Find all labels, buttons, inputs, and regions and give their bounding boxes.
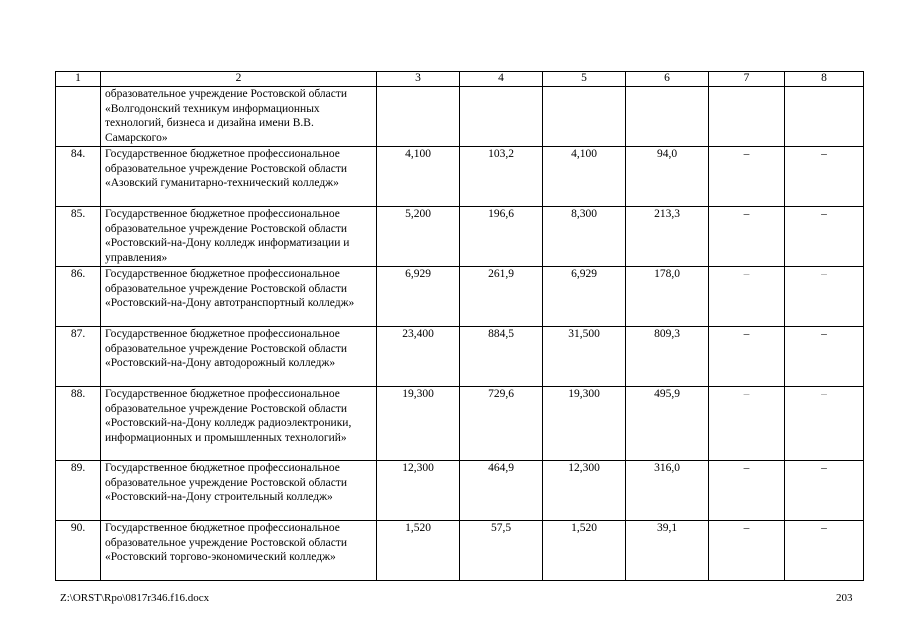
column-header: 4 (460, 72, 543, 87)
row-number-cell: 86. (56, 267, 101, 327)
dash-cell: – (709, 267, 785, 327)
value-cell: 94,0 (626, 147, 709, 207)
institution-name-cell: Государственное бюджетное профессиональное образовательное учреждение Ростовской области «Ростовский-на-Дону автотранспортный колледж» (101, 267, 377, 327)
footer-file-path: Z:\ORST\Rpo\0817r346.f16.docx (60, 592, 210, 604)
dash-cell: – (785, 267, 864, 327)
value-cell: 6,929 (543, 267, 626, 327)
value-cell: 4,100 (543, 147, 626, 207)
value-cell (377, 87, 460, 147)
value-cell: 39,1 (626, 521, 709, 581)
column-header: 1 (56, 72, 101, 87)
institution-name-cell: Государственное бюджетное профессиональное образовательное учреждение Ростовской области «Ростовский торгово-экономический колледж» (101, 521, 377, 581)
value-cell: 213,3 (626, 207, 709, 267)
dash-cell: – (785, 461, 864, 521)
dash-cell: – (709, 327, 785, 387)
column-header: 2 (101, 72, 377, 87)
value-cell: 809,3 (626, 327, 709, 387)
table-row (56, 207, 864, 267)
column-header: 5 (543, 72, 626, 87)
column-header: 7 (709, 72, 785, 87)
institution-name-cell: Государственное бюджетное профессиональное образовательное учреждение Ростовской области «Ростовский-на-Дону колледж информатизации и управления» (101, 207, 377, 267)
value-cell (543, 87, 626, 147)
dash-cell: – (709, 147, 785, 207)
value-cell: 464,9 (460, 461, 543, 521)
value-cell: 23,400 (377, 327, 460, 387)
table-row (56, 327, 864, 387)
value-cell: 4,100 (377, 147, 460, 207)
value-cell: 31,500 (543, 327, 626, 387)
dash-cell: – (709, 387, 785, 461)
value-cell: 12,300 (543, 461, 626, 521)
dash-cell: – (709, 521, 785, 581)
column-header: 6 (626, 72, 709, 87)
row-number-cell: 90. (56, 521, 101, 581)
value-cell: 196,6 (460, 207, 543, 267)
continuation-row (56, 87, 864, 147)
institution-name-cell: Государственное бюджетное профессиональное образовательное учреждение Ростовской области «Ростовский-на-Дону строительный колледж» (101, 461, 377, 521)
value-cell: 12,300 (377, 461, 460, 521)
value-cell: 1,520 (377, 521, 460, 581)
value-cell: 884,5 (460, 327, 543, 387)
dash-cell: – (785, 387, 864, 461)
value-cell: 103,2 (460, 147, 543, 207)
value-cell: 8,300 (543, 207, 626, 267)
dash-cell: – (709, 461, 785, 521)
value-cell: 19,300 (377, 387, 460, 461)
institution-name-cell: Государственное бюджетное профессиональное образовательное учреждение Ростовской области «Ростовский-на-Дону колледж радиоэлектроники, информационных и промышленных технологий» (101, 387, 377, 461)
value-cell: 316,0 (626, 461, 709, 521)
value-cell: 261,9 (460, 267, 543, 327)
value-cell (709, 87, 785, 147)
value-cell: 178,0 (626, 267, 709, 327)
row-number-cell (56, 87, 101, 147)
table-row (56, 267, 864, 327)
dash-cell: – (785, 327, 864, 387)
page-number: 203 (836, 592, 853, 604)
row-number-cell: 85. (56, 207, 101, 267)
table-row (56, 461, 864, 521)
row-number-cell: 87. (56, 327, 101, 387)
header-row (56, 72, 864, 87)
value-cell: 57,5 (460, 521, 543, 581)
dash-cell: – (709, 207, 785, 267)
column-header: 3 (377, 72, 460, 87)
value-cell: 729,6 (460, 387, 543, 461)
row-number-cell: 84. (56, 147, 101, 207)
institution-name-cell: Государственное бюджетное профессиональное образовательное учреждение Ростовской области «Азовский гуманитарно-технический колледж» (101, 147, 377, 207)
dash-cell: – (785, 207, 864, 267)
value-cell: 6,929 (377, 267, 460, 327)
row-number-cell: 89. (56, 461, 101, 521)
row-number-cell: 88. (56, 387, 101, 461)
table-row (56, 387, 864, 461)
value-cell: 19,300 (543, 387, 626, 461)
dash-cell: – (785, 521, 864, 581)
institution-name-cell: Государственное бюджетное профессиональное образовательное учреждение Ростовской области «Ростовский-на-Дону автодорожный колледж» (101, 327, 377, 387)
value-cell (626, 87, 709, 147)
institution-name-cell: образовательное учреждение Ростовской области «Волгодонский техникум информационных технологий, бизнеса и дизайна имени В.В. Самарского» (101, 87, 377, 147)
column-header: 8 (785, 72, 864, 87)
value-cell: 1,520 (543, 521, 626, 581)
value-cell: 5,200 (377, 207, 460, 267)
dash-cell: – (785, 147, 864, 207)
value-cell: 495,9 (626, 387, 709, 461)
value-cell (460, 87, 543, 147)
data-table (55, 71, 864, 581)
table-row (56, 521, 864, 581)
value-cell (785, 87, 864, 147)
table-row (56, 147, 864, 207)
